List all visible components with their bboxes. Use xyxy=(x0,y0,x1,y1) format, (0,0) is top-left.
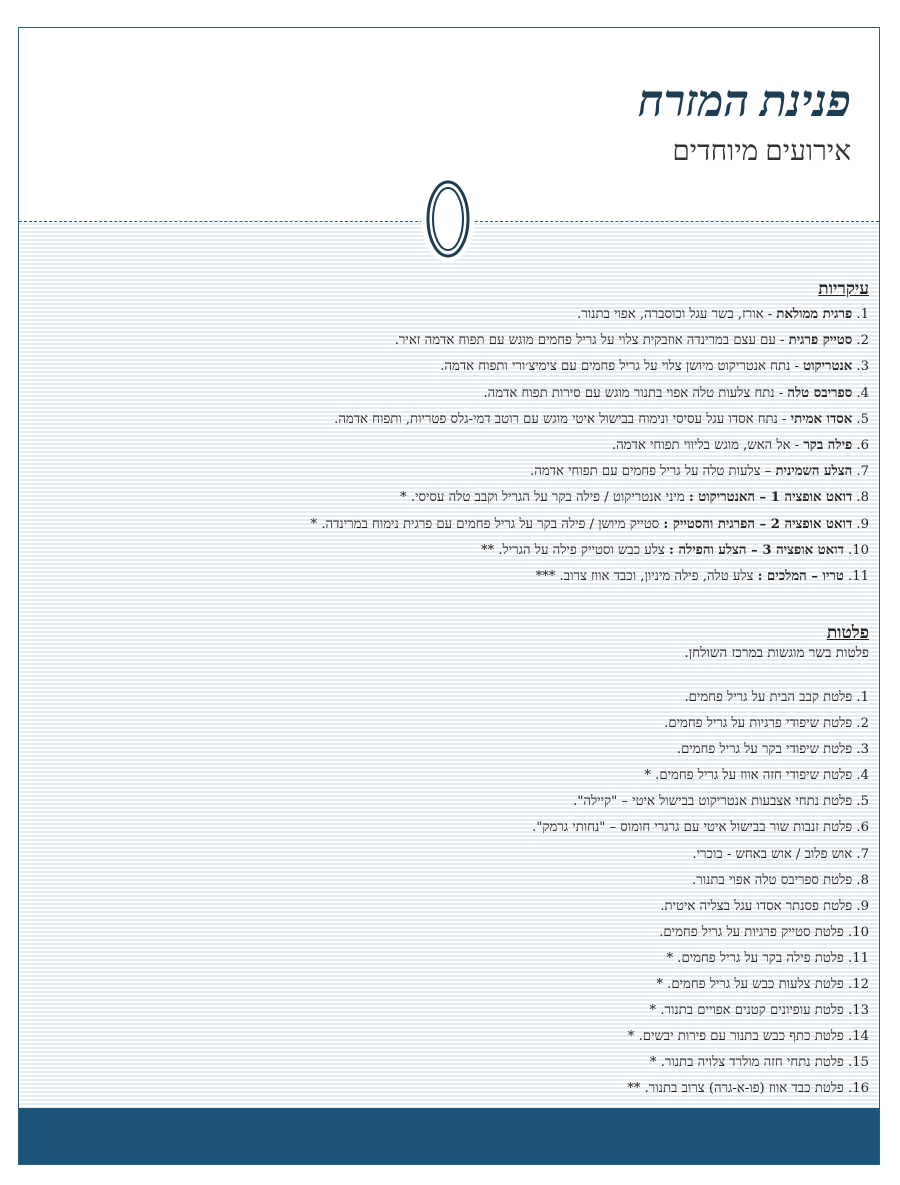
item-number: 11. xyxy=(848,568,869,584)
mains-list xyxy=(311,302,869,590)
item-number: 1. xyxy=(856,690,869,705)
page-title: פנינת המזרח xyxy=(637,77,851,126)
item-number: 7. xyxy=(856,846,869,862)
platters-list-item xyxy=(532,763,869,789)
mains-list-item xyxy=(311,407,869,433)
oval-ornament-icon xyxy=(421,176,475,262)
dish-description: צלע כבש וסטייק פילה על הגריל. ** xyxy=(480,542,669,558)
platters-list-item xyxy=(532,737,869,763)
platters-intro: פלטות בשר מוגשות במרכז השולחן. xyxy=(684,645,869,661)
platters-list-item xyxy=(532,685,869,711)
item-number: 4. xyxy=(856,768,869,784)
mains-list-item xyxy=(311,538,869,564)
item-number: 4. xyxy=(856,385,869,401)
dish-name: ספריבס טלה xyxy=(787,385,853,401)
platters-list-item xyxy=(532,946,869,972)
item-number: 9. xyxy=(856,898,869,914)
platters-list-item xyxy=(532,815,869,841)
platters-list-item xyxy=(532,1024,869,1050)
dish-description: - נתח אסדו עגל עסיסי ונימוח בבישול איטי מוגש עם רוטב דמי-גלס פטריות, ותפוח אדמה. xyxy=(334,411,791,427)
platters-heading: פלטות xyxy=(826,623,869,643)
platter-name: פלטת פילה בקר על גריל פחמים. * xyxy=(666,950,844,966)
item-number: 13. xyxy=(848,1003,869,1019)
item-number: 10. xyxy=(848,924,869,940)
footer-band xyxy=(19,1108,879,1164)
dish-description: - עם עצם במרינדה אוזבקית צלוי על גריל פחמים מוגש עם תפוח אדמה זאיר. xyxy=(394,333,789,349)
dish-description: מיני אנטריקוט / פילה בקר על הגריל וקבב טלה עסיסי. * xyxy=(400,490,689,506)
dish-name: אנטריקוט xyxy=(803,359,853,375)
mains-list-item xyxy=(311,354,869,380)
platter-name: פלטת שיפודי חזה אווז על גריל פחמים. * xyxy=(644,768,853,784)
dish-description: – צלעות טלה על גריל פחמים עם תפוחי אדמה. xyxy=(530,464,776,480)
platter-name: אוש פלוב / אוש באחש - בוכרי. xyxy=(692,846,853,862)
item-number: 2. xyxy=(856,716,869,732)
dish-name: סטייק פרגית xyxy=(788,333,853,349)
item-number: 7. xyxy=(856,464,869,480)
item-number: 8. xyxy=(856,872,869,888)
platter-name: פלטת כבד אווז (פו-א-גרה) צרוב בתנור. ** xyxy=(627,1081,844,1097)
item-number: 5. xyxy=(856,411,869,427)
dish-description: - נתח צלעות טלה אפוי בתנור מוגש עם סירות תפוח אדמה. xyxy=(483,385,788,401)
item-number: 3. xyxy=(856,359,869,375)
dish-name: הצלע השמינית xyxy=(775,464,853,480)
platter-name: פלטת קבב הבית על גריל פחמים. xyxy=(684,690,853,705)
dish-name: פילה בקר xyxy=(803,437,853,453)
item-number: 6. xyxy=(856,437,869,453)
menu-content xyxy=(19,223,879,1109)
mains-list-item xyxy=(311,512,869,538)
platter-name: פלטת נתחי חזה מולרד צלויה בתנור. * xyxy=(649,1055,844,1071)
item-number: 5. xyxy=(856,794,869,810)
item-number: 6. xyxy=(856,820,869,836)
dish-name: פרגית ממולאת xyxy=(776,307,853,322)
dish-description: - אל האש, מוגש בליווי תפוחי אדמה. xyxy=(611,437,804,453)
item-number: 3. xyxy=(856,742,869,758)
platter-name: פלטת שיפודי פרגיות על גריל פחמים. xyxy=(664,716,853,732)
mains-list-item xyxy=(311,302,869,328)
platters-list xyxy=(532,685,869,1103)
item-number: 8. xyxy=(856,490,869,506)
mains-list-item xyxy=(311,328,869,354)
platters-section xyxy=(532,623,869,1103)
platters-list-item xyxy=(532,711,869,737)
mains-heading: עיקריות xyxy=(818,279,869,299)
platters-list-item xyxy=(532,789,869,815)
platter-name: פלטת עופיונים קטנים אפויים בתנור. * xyxy=(649,1003,844,1019)
item-number: 9. xyxy=(856,516,869,532)
item-number: 1. xyxy=(856,307,869,322)
mains-section xyxy=(311,279,869,590)
platter-name: פלטת כתף כבש בתנור עם פירות יבשים. * xyxy=(627,1029,844,1045)
mains-list-item xyxy=(311,459,869,485)
platter-name: פלטת פסנתר אסדו עגל בצליה איטית. xyxy=(660,898,853,914)
item-number: 11. xyxy=(848,950,869,966)
mains-list-item xyxy=(311,433,869,459)
dish-name: דואט אופציה 2 – הפרגית והסטייק : xyxy=(663,516,853,532)
platters-list-item xyxy=(532,868,869,894)
dish-name: דואט אופציה 3 – הצלע והפילה : xyxy=(669,542,844,558)
platters-list-item xyxy=(532,1076,869,1102)
dish-description: סטייק מיושן / פילה בקר על גריל פחמים עם פרגית נימוח במרינדה. * xyxy=(310,516,664,532)
platter-name: פלטת זנבות שור בבישול איטי עם גרגרי חומוס – "נחותי גרמק". xyxy=(532,820,853,836)
item-number: 2. xyxy=(856,333,869,349)
menu-page xyxy=(18,27,880,1165)
platter-name: פלטת ספריבס טלה אפוי בתנור. xyxy=(692,872,853,888)
platters-list-item xyxy=(532,842,869,868)
platters-list-item xyxy=(532,972,869,998)
dish-description: - אורז, בשר עגל וכוסברה, אפוי בתנור. xyxy=(577,307,777,322)
dish-description: - נתח אנטריקוט מיושן צלוי על גריל פחמים עם צימיצ׳ורי ותפוח אדמה. xyxy=(440,359,804,375)
page-subtitle: אירועים מיוחדים xyxy=(672,136,851,167)
platters-list-item xyxy=(532,920,869,946)
platter-name: פלטת סטייק פרגיות על גריל פחמים. xyxy=(659,924,844,940)
platter-name: פלטת צלעות כבש על גריל פחמים. * xyxy=(656,977,844,993)
dish-description: צלע טלה, פילה מיניון, וכבד אווז צרוב. *** xyxy=(535,568,758,584)
item-number: 15. xyxy=(848,1055,869,1071)
dish-name: טריו – המלכים : xyxy=(757,568,844,584)
item-number: 14. xyxy=(848,1029,869,1045)
platters-list-item xyxy=(532,1050,869,1076)
item-number: 16. xyxy=(848,1081,869,1097)
dish-name: דואט אופציה 1 – האנטריקוט : xyxy=(688,490,853,506)
platter-name: פלטת שיפודי בקר על גריל פחמים. xyxy=(676,742,853,758)
mains-list-item xyxy=(311,564,869,590)
platters-list-item xyxy=(532,998,869,1024)
platter-name: פלטת נתחי אצבעות אנטריקוט בבישול איטי – "קיילה". xyxy=(573,794,853,810)
mains-list-item xyxy=(311,381,869,407)
mains-list-item xyxy=(311,485,869,511)
item-number: 12. xyxy=(848,977,869,993)
item-number: 10. xyxy=(848,542,869,558)
dish-name: אסדו אמיתי xyxy=(790,411,853,427)
platters-list-item xyxy=(532,894,869,920)
